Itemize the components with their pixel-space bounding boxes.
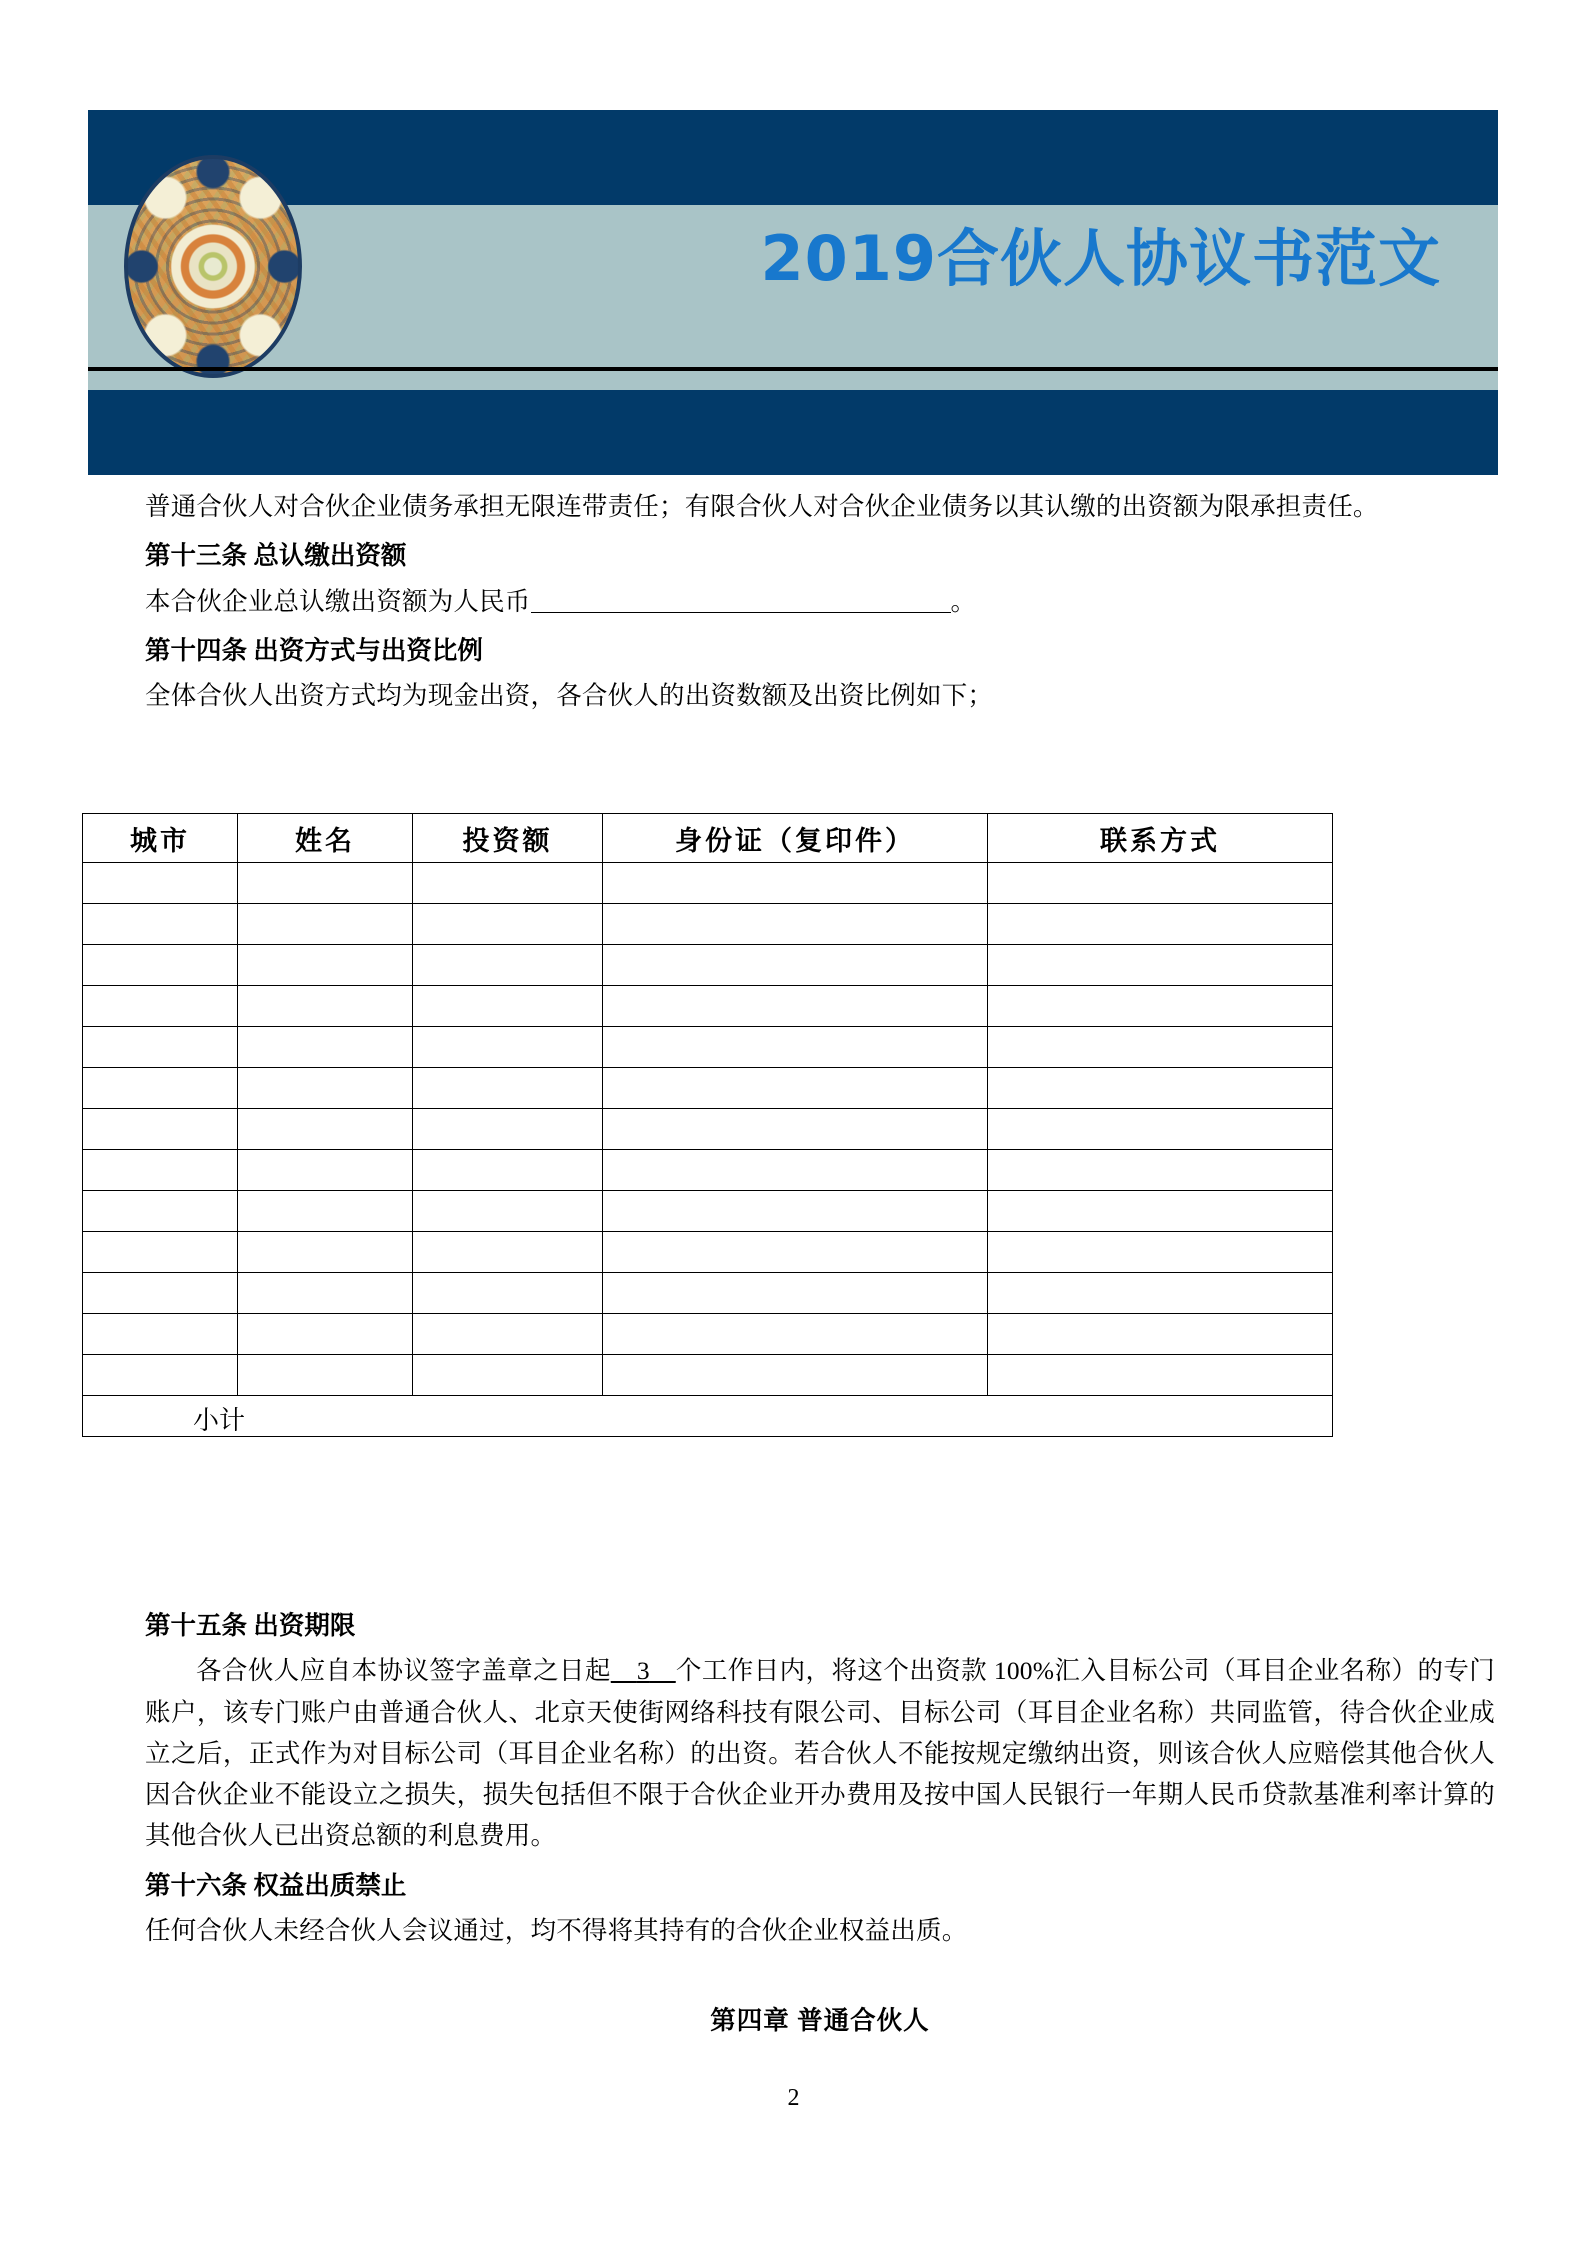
table-cell[interactable]	[988, 1232, 1333, 1273]
table-cell[interactable]	[413, 1191, 603, 1232]
table-cell[interactable]	[988, 1027, 1333, 1068]
table-cell[interactable]	[413, 1027, 603, 1068]
table-header-name: 姓名	[238, 814, 413, 863]
table-cell[interactable]	[238, 1068, 413, 1109]
table-cell[interactable]	[83, 1068, 238, 1109]
floral-medallion-icon	[124, 155, 302, 378]
table-cell[interactable]	[83, 1191, 238, 1232]
table-cell[interactable]	[988, 1273, 1333, 1314]
funding-days-value[interactable]: __3__	[610, 1656, 676, 1686]
table-row	[83, 1314, 1333, 1355]
table-cell[interactable]	[238, 986, 413, 1027]
table-cell[interactable]	[83, 904, 238, 945]
article-15-text-part2: 个工作日内，将这个出资款 100%汇入目标公司（耳目企业名称）的专门账户，该专门账户由普通合伙人、北京天使街网络科技有限公司、目标公司（耳目企业名称）共同监管，待合伙企业成立之后，正式作为对目标公司（耳目企业名称）的出资。若合伙人不能按规定缴纳出资，则该合伙人应赔偿其他合伙人因合伙企业不能设立之损失，损失包括但不限于合伙企业开办费用及按中国人民银行一年期人民币贷款基准利率计算的其他合伙人已出资总额的利息费用。	[145, 1656, 1496, 1851]
document-body-upper	[145, 486, 1495, 722]
intro-paragraph: 普通合伙人对合伙企业债务承担无限连带责任；有限合伙人对合伙企业债务以其认缴的出资额为限承担责任。	[145, 492, 1379, 521]
table-cell[interactable]	[988, 863, 1333, 904]
table-row	[83, 1273, 1333, 1314]
table-cell[interactable]	[413, 1273, 603, 1314]
table-cell[interactable]	[238, 863, 413, 904]
table-cell[interactable]	[83, 863, 238, 904]
table-cell[interactable]	[603, 1109, 988, 1150]
table-cell[interactable]	[603, 1150, 988, 1191]
table-cell[interactable]	[413, 986, 603, 1027]
table-cell[interactable]	[83, 1150, 238, 1191]
table-cell[interactable]	[988, 1191, 1333, 1232]
subtotal-cell[interactable]	[83, 1396, 1333, 1437]
table-cell[interactable]	[988, 986, 1333, 1027]
table-row	[83, 1109, 1333, 1150]
table-cell[interactable]	[83, 986, 238, 1027]
article-15-heading: 第十五条 出资期限	[145, 1611, 356, 1640]
article-13-heading: 第十三条 总认缴出资额	[145, 541, 407, 571]
table-row	[83, 1355, 1333, 1396]
chapter-4-title: 第四章 普通合伙人	[710, 2006, 930, 2036]
page-number: 2	[787, 2085, 800, 2111]
table-header-row	[83, 814, 1333, 863]
table-row	[83, 945, 1333, 986]
table-cell[interactable]	[83, 1273, 238, 1314]
banner-top-band	[88, 110, 1498, 205]
table-cell[interactable]	[83, 1232, 238, 1273]
table-cell[interactable]	[988, 904, 1333, 945]
table-row	[83, 863, 1333, 904]
table-cell[interactable]	[238, 1232, 413, 1273]
contribution-table	[82, 813, 1333, 1437]
table-cell[interactable]	[238, 945, 413, 986]
table-cell[interactable]	[238, 1355, 413, 1396]
header-banner	[88, 110, 1498, 475]
table-row	[83, 1027, 1333, 1068]
table-cell[interactable]	[238, 904, 413, 945]
table-cell[interactable]	[413, 1314, 603, 1355]
article-16-heading: 第十六条 权益出质禁止	[145, 1870, 407, 1900]
header-divider-rule	[88, 367, 1498, 371]
table-header-city: 城市	[83, 814, 238, 863]
table-cell[interactable]	[603, 863, 988, 904]
table-cell[interactable]	[83, 1109, 238, 1150]
table-cell[interactable]	[238, 1150, 413, 1191]
table-cell[interactable]	[603, 1191, 988, 1232]
table-cell[interactable]	[603, 1232, 988, 1273]
table-cell[interactable]	[603, 1273, 988, 1314]
article-16-paragraph: 任何合伙人未经合伙人会议通过，均不得将其持有的合伙企业权益出质。	[145, 1916, 968, 1946]
table-cell[interactable]	[238, 1191, 413, 1232]
table-cell[interactable]	[238, 1109, 413, 1150]
banner-title: 2019合伙人协议书范文	[760, 222, 1441, 295]
table-cell[interactable]	[413, 1150, 603, 1191]
contribution-table-wrapper	[82, 813, 1332, 1437]
table-cell[interactable]	[413, 1068, 603, 1109]
table-cell[interactable]	[988, 1150, 1333, 1191]
table-cell[interactable]	[988, 1109, 1333, 1150]
article-15-text-part1: 各合伙人应自本协议签字盖章之日起	[196, 1656, 611, 1686]
document-body-lower	[145, 1597, 1495, 2063]
table-cell[interactable]	[83, 945, 238, 986]
table-cell[interactable]	[988, 945, 1333, 986]
article-14-heading: 第十四条 出资方式与出资比例	[145, 635, 483, 665]
table-cell[interactable]	[603, 1355, 988, 1396]
table-row	[83, 1150, 1333, 1191]
table-cell[interactable]	[83, 1027, 238, 1068]
article-13-text-after: 。	[950, 586, 977, 616]
table-row	[83, 1068, 1333, 1109]
table-header-id: 身份证（复印件）	[603, 814, 988, 863]
table-cell[interactable]	[988, 1068, 1333, 1109]
table-row	[83, 1191, 1333, 1232]
table-cell[interactable]	[603, 1314, 988, 1355]
table-cell[interactable]	[413, 945, 603, 986]
table-header-phone: 联系方式	[988, 814, 1333, 863]
table-cell[interactable]	[413, 1355, 603, 1396]
table-cell[interactable]	[603, 945, 988, 986]
table-cell[interactable]	[238, 1027, 413, 1068]
table-cell[interactable]	[603, 986, 988, 1027]
table-cell[interactable]	[603, 904, 988, 945]
table-cell[interactable]	[603, 1027, 988, 1068]
table-row	[83, 986, 1333, 1027]
table-header-amount: 投资额	[413, 814, 603, 863]
contribution-table-body	[83, 863, 1333, 1396]
banner-bottom-band	[88, 390, 1498, 475]
table-cell[interactable]	[988, 1355, 1333, 1396]
article-13-text-before: 本合伙企业总认缴出资额为人民币	[145, 586, 531, 616]
table-cell[interactable]	[413, 863, 603, 904]
table-cell[interactable]	[83, 1314, 238, 1355]
table-cell[interactable]	[413, 1232, 603, 1273]
funding-days-number: 3	[636, 1656, 650, 1686]
article-14-paragraph: 全体合伙人出资方式均为现金出资，各合伙人的出资数额及出资比例如下；	[145, 681, 994, 711]
table-cell[interactable]	[988, 1314, 1333, 1355]
table-subtotal-row	[83, 1396, 1333, 1437]
table-cell[interactable]	[83, 1355, 238, 1396]
table-cell[interactable]	[413, 1109, 603, 1150]
article-13-paragraph	[145, 581, 1495, 622]
table-cell[interactable]	[413, 904, 603, 945]
table-cell[interactable]	[238, 1273, 413, 1314]
table-cell[interactable]	[603, 1068, 988, 1109]
amount-blank-field[interactable]	[531, 612, 951, 613]
table-cell[interactable]	[238, 1314, 413, 1355]
subtotal-label: 小计	[193, 1405, 246, 1435]
table-row	[83, 1232, 1333, 1273]
article-15-paragraph	[145, 1650, 1495, 1856]
table-row	[83, 904, 1333, 945]
